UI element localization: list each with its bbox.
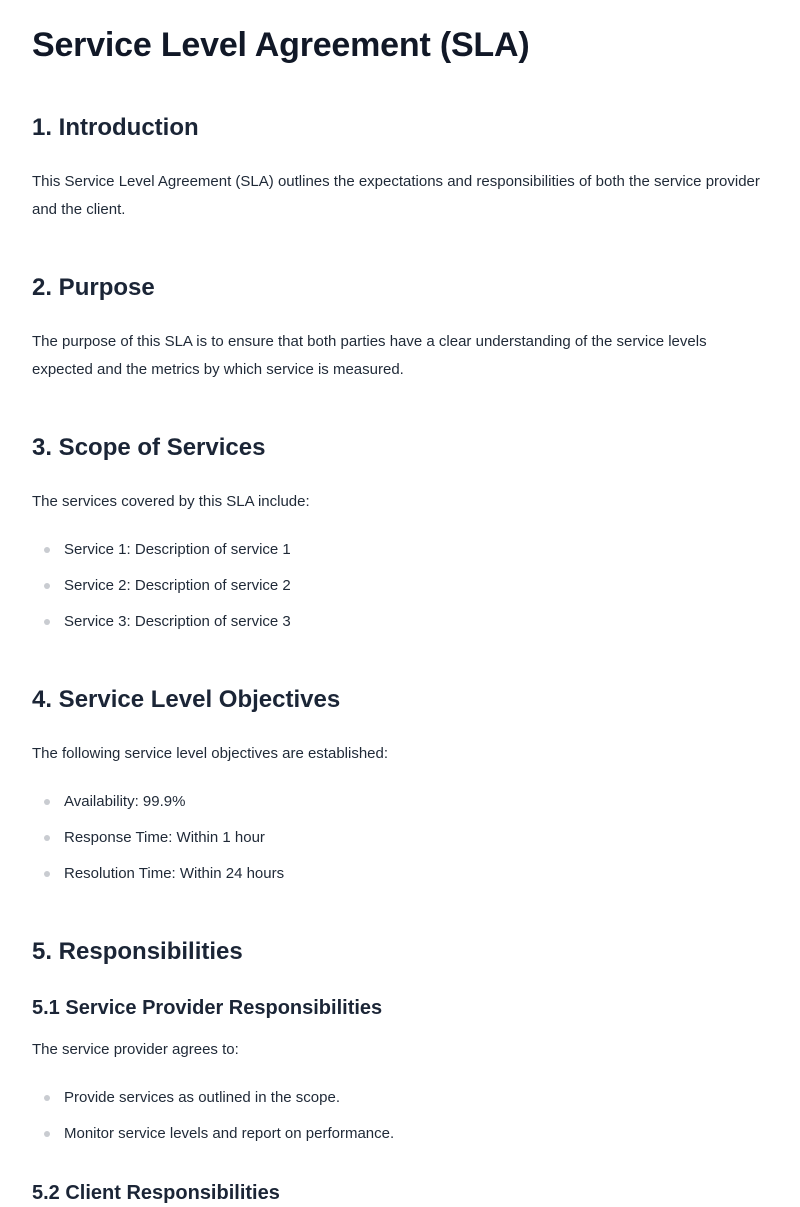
list-item-text: Resolution Time: Within 24 hours — [64, 865, 285, 882]
list-item — [32, 532, 768, 568]
bullet-icon — [44, 547, 50, 553]
list-item — [32, 604, 768, 640]
section-heading-introduction: 1. Introduction — [32, 114, 199, 141]
list-item — [32, 820, 768, 856]
subsection-heading-provider: 5.1 Service Provider Responsibilities — [32, 997, 383, 1019]
bullet-icon — [44, 1131, 50, 1137]
list-item-text: Availability: 99.9% — [64, 793, 186, 810]
objectives-list — [32, 784, 768, 892]
list-item-text: Service 2: Description of service 2 — [64, 577, 291, 594]
scope-text: The services covered by this SLA include: — [32, 493, 310, 510]
section-heading-purpose: 2. Purpose — [32, 274, 155, 301]
provider-list — [32, 1080, 768, 1152]
subsection-heading-client: 5.2 Client Responsibilities — [32, 1182, 280, 1204]
list-item-text: Provide services as outlined in the scope. — [64, 1089, 340, 1106]
purpose-text: The purpose of this SLA is to ensure that both parties have a clear understanding of the service levels expected and the metrics by which service is measured. — [32, 333, 707, 378]
bullet-icon — [44, 799, 50, 805]
bullet-icon — [44, 1095, 50, 1101]
section-heading-responsibilities: 5. Responsibilities — [32, 938, 243, 965]
document-title: Service Level Agreement (SLA) — [32, 26, 530, 64]
list-item — [32, 856, 768, 892]
list-item — [32, 1080, 768, 1116]
scope-list — [32, 532, 768, 640]
objectives-text: The following service level objectives are established: — [32, 745, 389, 762]
bullet-icon — [44, 871, 50, 877]
list-item-text: Service 3: Description of service 3 — [64, 613, 291, 630]
bullet-icon — [44, 835, 50, 841]
provider-text: The service provider agrees to: — [32, 1041, 239, 1058]
list-item — [32, 784, 768, 820]
section-heading-objectives: 4. Service Level Objectives — [32, 686, 341, 713]
bullet-icon — [44, 583, 50, 589]
introduction-text: This Service Level Agreement (SLA) outlines the expectations and responsibilities of both the service provider and the client. — [32, 173, 760, 218]
section-heading-scope: 3. Scope of Services — [32, 434, 266, 461]
list-item-text: Monitor service levels and report on performance. — [64, 1125, 395, 1142]
list-item — [32, 568, 768, 604]
list-item-text: Service 1: Description of service 1 — [64, 541, 291, 558]
list-item — [32, 1116, 768, 1152]
list-item-text: Response Time: Within 1 hour — [64, 829, 265, 846]
bullet-icon — [44, 619, 50, 625]
